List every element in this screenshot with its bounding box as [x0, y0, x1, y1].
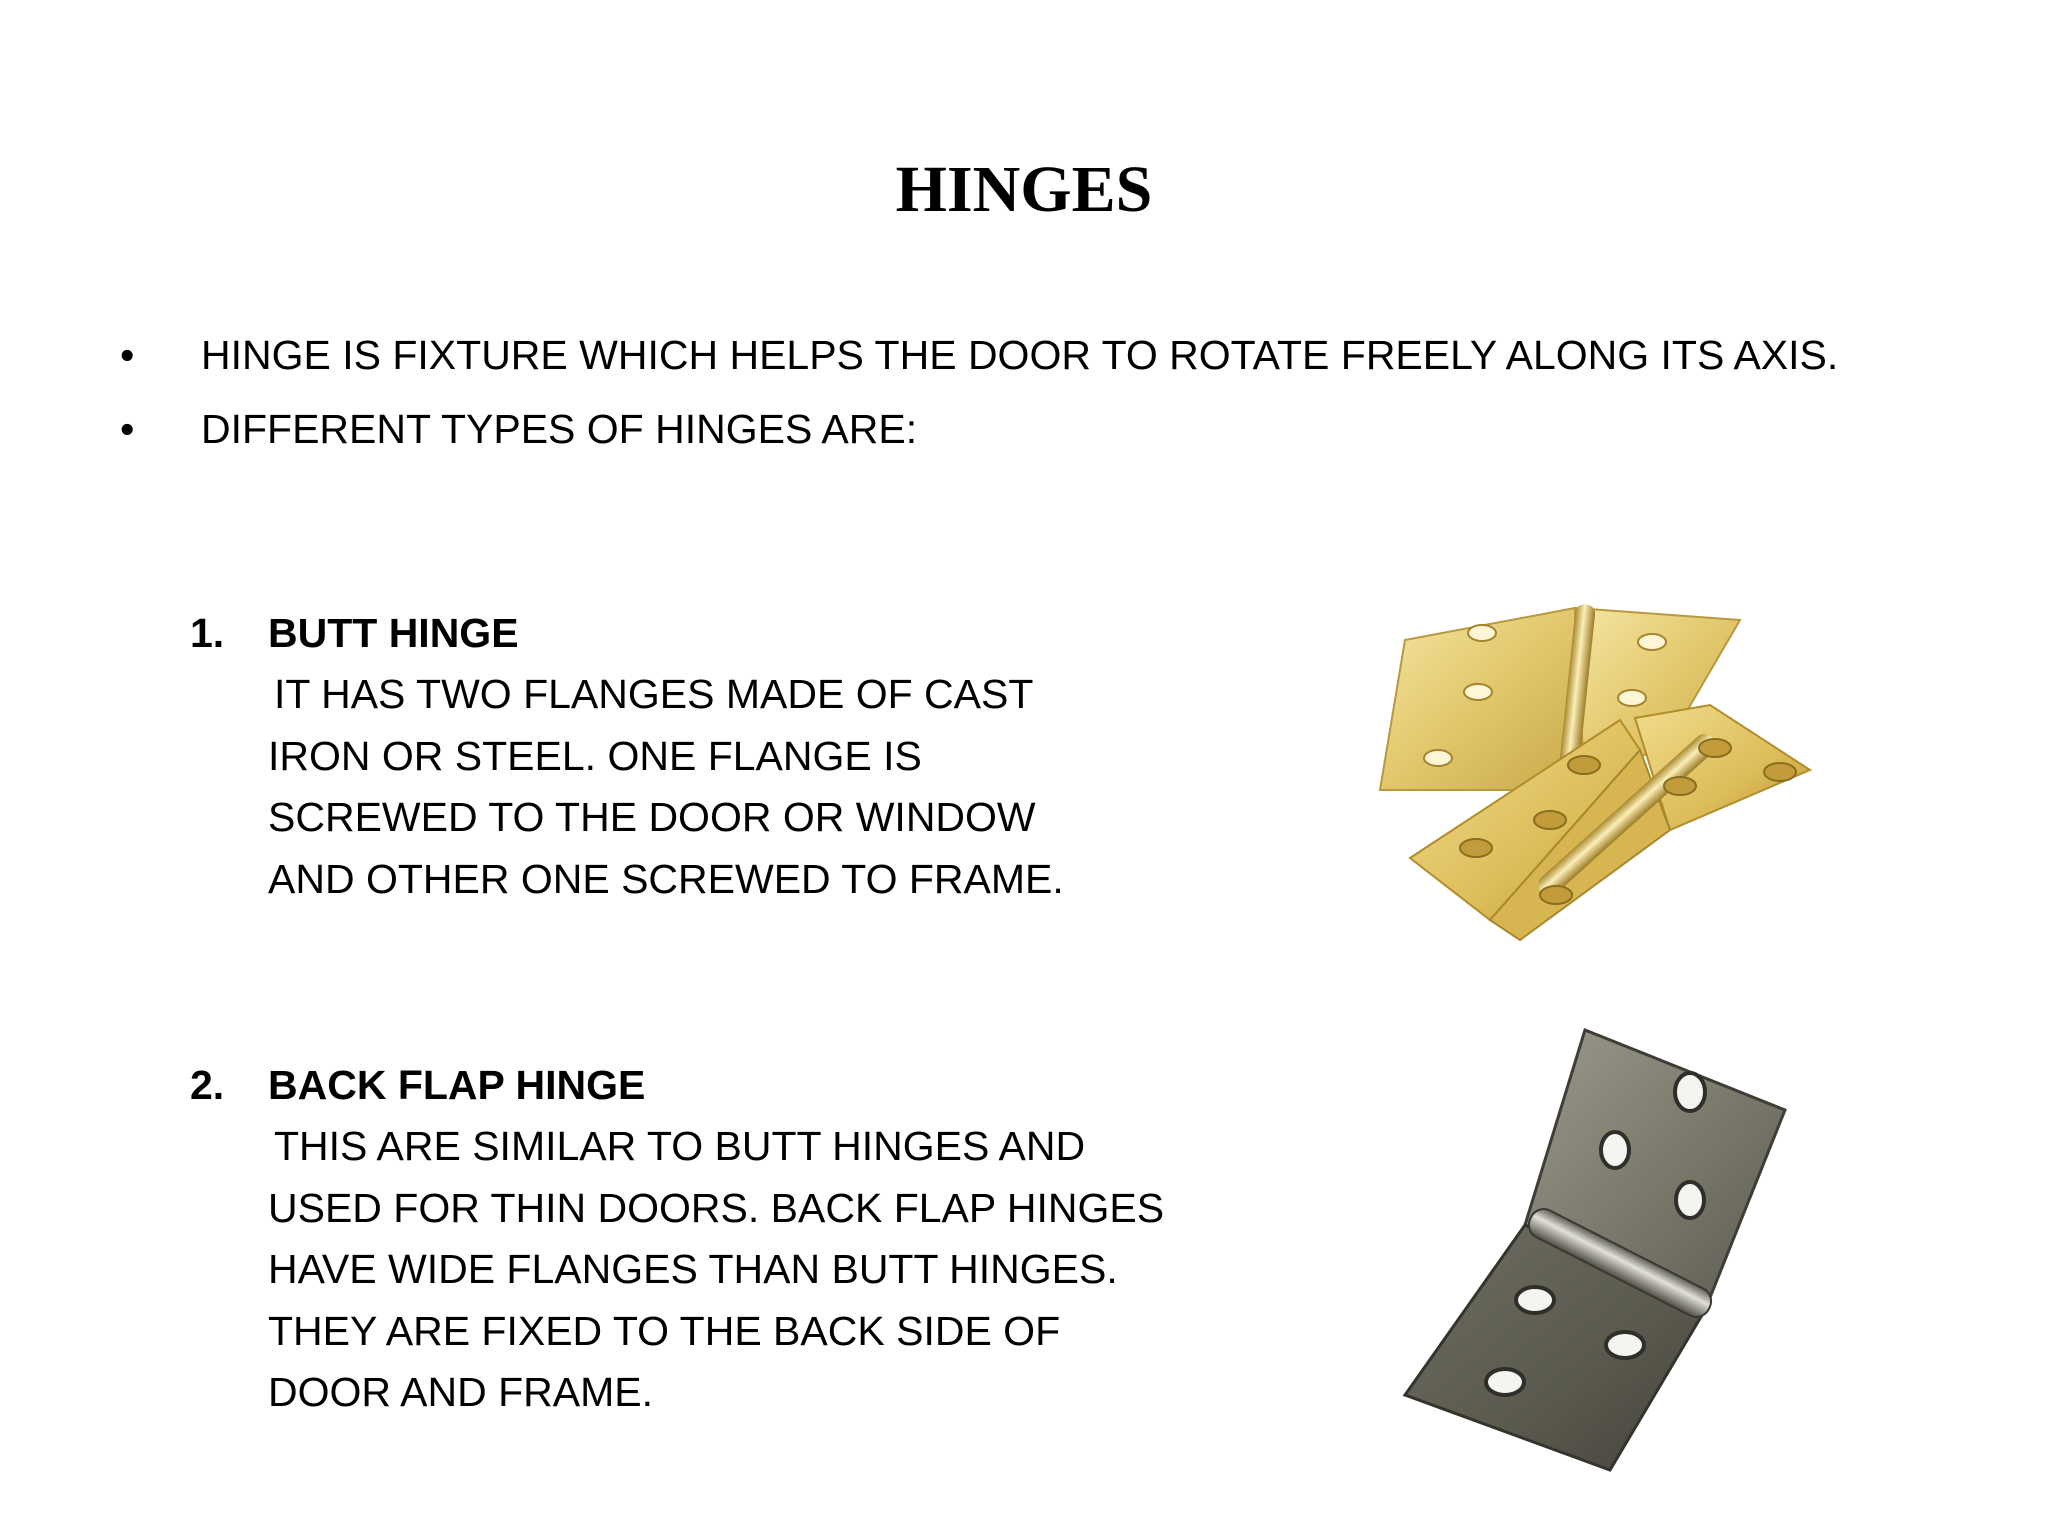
bullet-text: DIFFERENT TYPES OF HINGES ARE: [201, 406, 918, 452]
description-line: IT HAS TWO FLANGES MADE OF CAST [274, 671, 1034, 717]
butt-hinge-section [190, 602, 1064, 910]
brass-butt-hinge-image [1370, 590, 1830, 950]
bullet-text: HINGE IS FIXTURE WHICH HELPS THE DOOR TO ROTATE FREELY ALONG ITS AXIS. [201, 332, 1839, 378]
back-flap-hinge-section [190, 1054, 1164, 1424]
butt-hinge-heading [190, 602, 1064, 664]
description-line: USED FOR THIN DOORS. BACK FLAP HINGES [268, 1184, 1165, 1231]
description-line: HAVE WIDE FLANGES THAN BUTT HINGES. [268, 1246, 1118, 1292]
slide-title: HINGES [895, 153, 1153, 226]
description-line: IRON OR STEEL. ONE FLANGE IS [268, 732, 922, 779]
description-line: THEY ARE FIXED TO THE BACK SIDE OF [268, 1307, 1061, 1354]
item-number: 2. [190, 1062, 225, 1108]
description-line: SCREWED TO THE DOOR OR WINDOW [268, 794, 1036, 840]
back-flap-hinge-heading [190, 1054, 1164, 1116]
item-heading-text: BACK FLAP HINGE [268, 1062, 646, 1108]
item-heading-text: BUTT HINGE [268, 610, 519, 656]
bullet-list [120, 318, 1838, 466]
bullet-marker: • [120, 332, 135, 378]
bullet-item [120, 318, 1838, 392]
description-line: THIS ARE SIMILAR TO BUTT HINGES AND [274, 1123, 1086, 1169]
bullet-marker: • [120, 406, 135, 452]
description-line: DOOR AND FRAME. [268, 1369, 653, 1415]
bullet-item [120, 392, 1838, 466]
item-number: 1. [190, 610, 225, 656]
steel-back-flap-hinge-image [1385, 1010, 1805, 1490]
description-line: AND OTHER ONE SCREWED TO FRAME. [268, 855, 1064, 902]
